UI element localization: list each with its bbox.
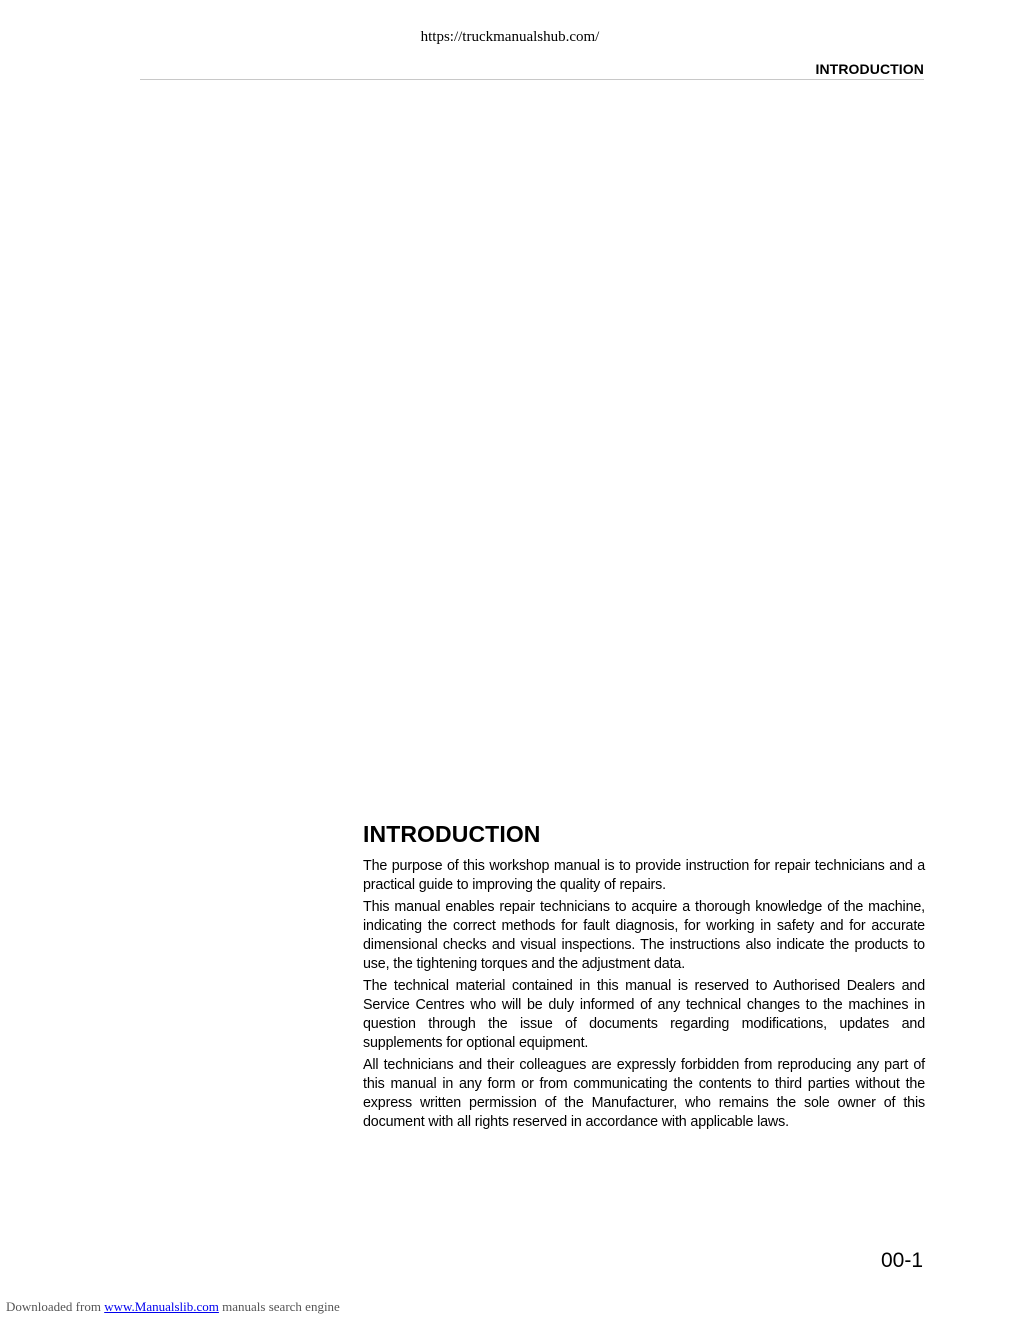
manualslib-link[interactable]: www.Manualslib.com bbox=[104, 1299, 219, 1314]
header-divider bbox=[140, 79, 924, 80]
introduction-section bbox=[363, 819, 925, 1135]
footer-suffix: manuals search engine bbox=[222, 1299, 340, 1314]
page-title: INTRODUCTION bbox=[363, 821, 541, 847]
running-header-title: INTRODUCTION bbox=[815, 61, 924, 77]
footer-prefix: Downloaded from bbox=[6, 1299, 101, 1314]
paragraph-knowledge: This manual enables repair technicians to acquire a thorough knowledge of the machine, indicating the correct methods for fault diagnosis, for working in safety and for accurate dimensional checks and visual inspections. The instructions also indicate the products to use, the tightening torques and the adjustment data. bbox=[363, 899, 925, 972]
paragraph-purpose: The purpose of this workshop manual is to provide instruction for repair technicians and a practical guide to improving the quality of repairs. bbox=[363, 858, 925, 893]
paragraph-copyright: All technicians and their colleagues are expressly forbidden from reproducing any part of this manual in any form or from communicating the contents to third parties without the express written permission of the Manufacturer, who remains the sole owner of this document with all rights reserved in accordance with applicable laws. bbox=[363, 1057, 925, 1130]
paragraph-reserved: The technical material contained in this manual is reserved to Authorised Dealers and Service Centres who will be duly informed of any technical changes to the machines in question through the issue of documents regarding modifications, updates and supplements for optional equipment. bbox=[363, 978, 925, 1051]
source-url: https://truckmanualshub.com/ bbox=[420, 29, 600, 45]
page-number: 00-1 bbox=[880, 1249, 923, 1272]
download-footer bbox=[6, 1299, 340, 1315]
